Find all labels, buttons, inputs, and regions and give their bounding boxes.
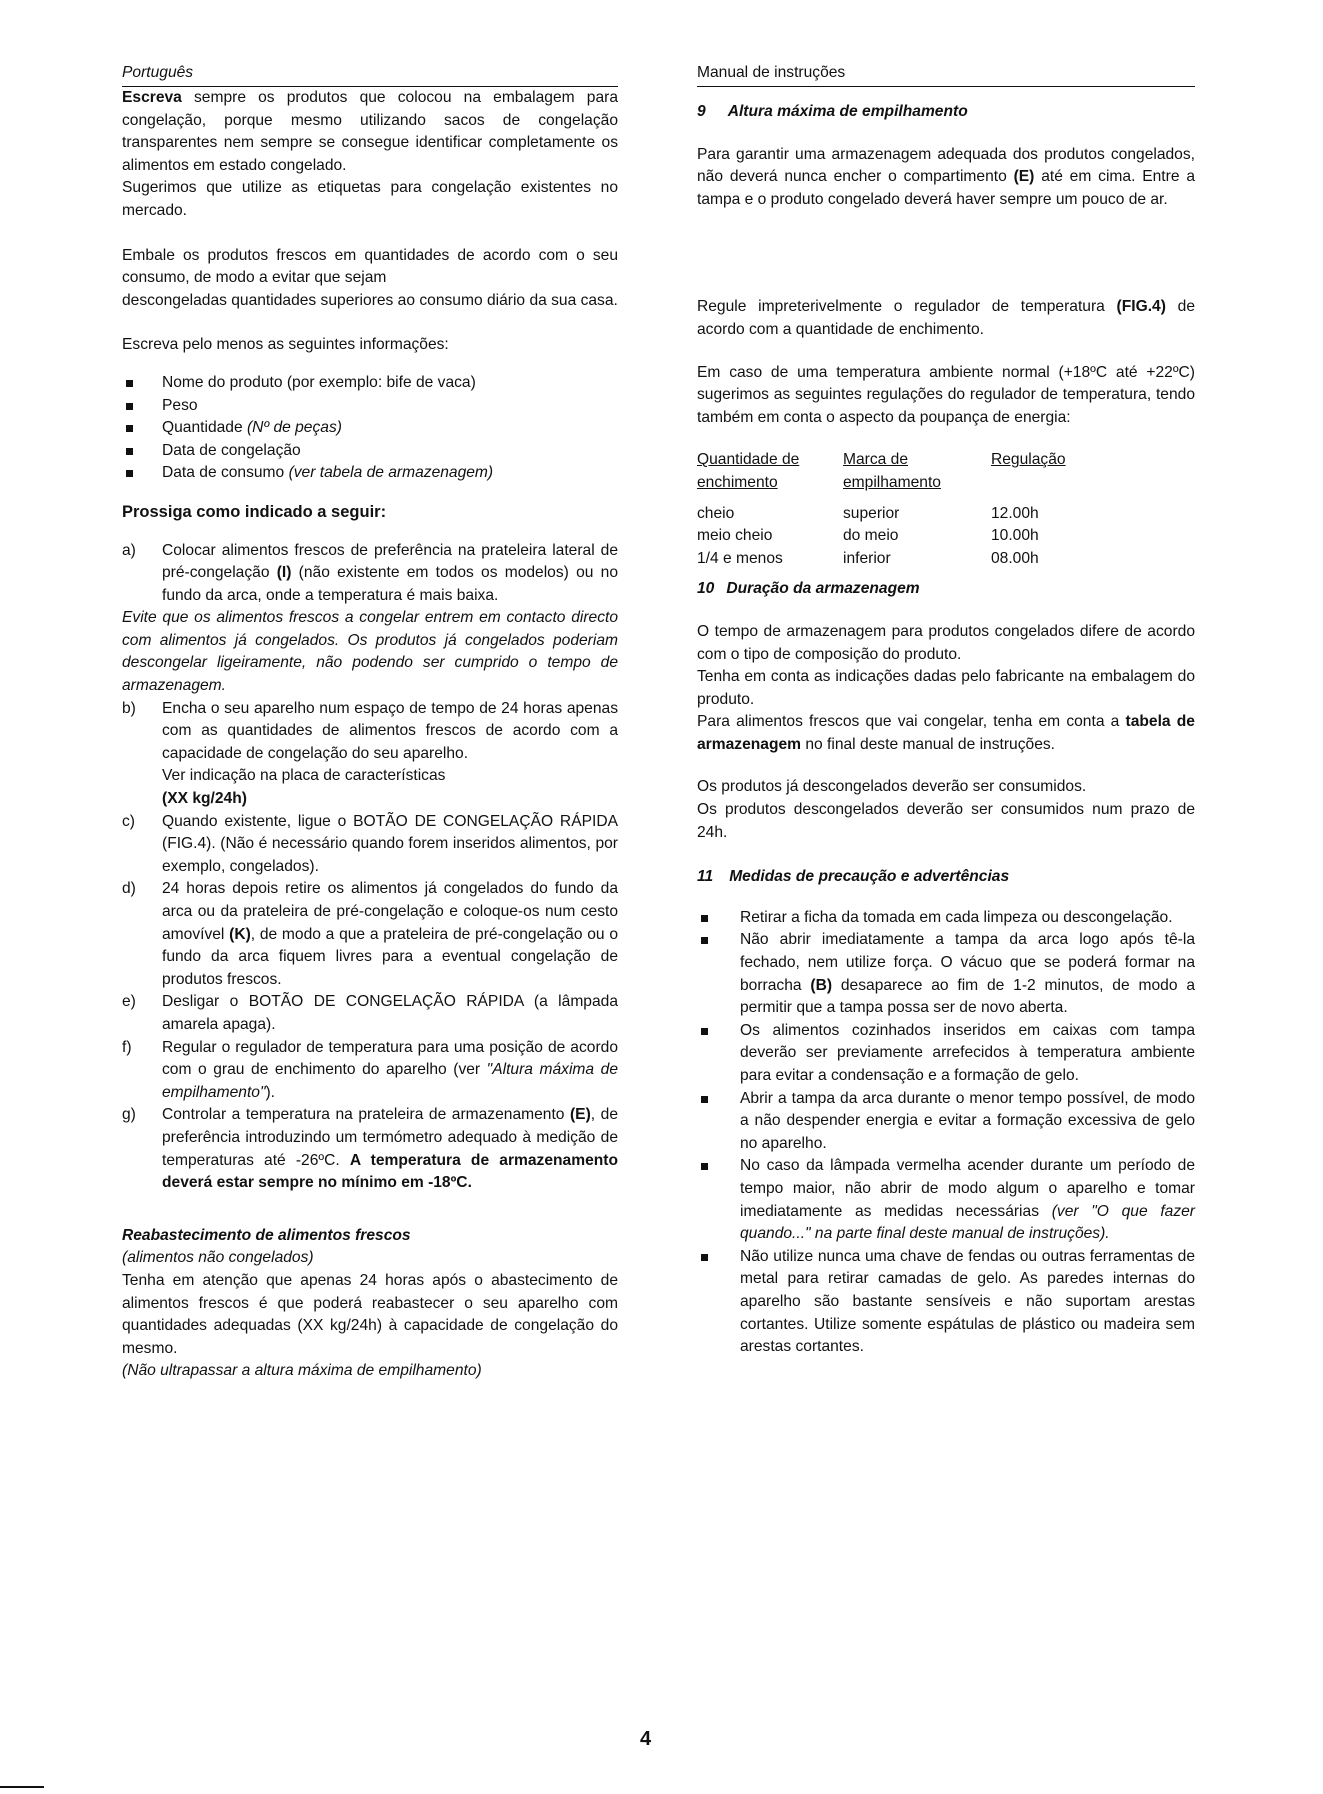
spacer bbox=[122, 1195, 618, 1225]
step-f: f) Regular o regulador de temperatura para uma posição de acordo com o grau de enchimento do aparelho (ver "Altura máxima de empilhamento"). bbox=[122, 1038, 618, 1101]
section-10-p5: Os produtos descongelados deverão ser consumidos num prazo de 24h. bbox=[697, 801, 1195, 841]
ambient-text: Em caso de uma temperatura ambiente normal (+18ºC até +22ºC) sugerimos as seguintes regulações do regulador de temperatura, tendo também em conta o aspecto da poupança de energia: bbox=[697, 363, 1195, 426]
page-number: 4 bbox=[640, 1728, 652, 1750]
spacer bbox=[697, 601, 1195, 621]
refill-text: Tenha em atenção que apenas 24 horas após o abastecimento de alimentos frescos é que poderá reabastecer o seu aparelho com quantidades adequadas (XX kg/24h) à capacidade de congelação do mesmo. bbox=[122, 1271, 618, 1357]
step-e: e) Desligar o BOTÃO DE CONGELAÇÃO RÁPIDA (a lâmpada amarela apaga). bbox=[122, 993, 618, 1033]
section-10-p3: Para alimentos frescos que vai congelar, tenha em conta a tabela de armazenagem no final deste manual de instruções. bbox=[697, 713, 1195, 753]
table-cell: inferior bbox=[843, 549, 891, 567]
regulate-text: Regule impreterivelmente o regulador de temperatura (FIG.4) de acordo com a quantidade de enchimento. bbox=[697, 298, 1195, 338]
regulation-table bbox=[697, 449, 1066, 570]
table-row bbox=[697, 548, 1066, 571]
list-item: Peso bbox=[122, 395, 618, 418]
section-10-p1: O tempo de armazenagem para produtos congelados difere de acordo com o tipo de composição do produto. bbox=[697, 622, 1195, 663]
spacer bbox=[697, 87, 1195, 101]
list-item: Os alimentos cozinhados inseridos em caixas com tampa deverão ser previamente arrefecidos à temperatura ambiente para evitar a condensação e a formação de gelo. bbox=[697, 1020, 1195, 1088]
info-intro: Escreva pelo menos as seguintes informações: bbox=[122, 336, 449, 354]
list-item: Quantidade (Nº de peças) bbox=[122, 417, 618, 440]
spacer bbox=[697, 124, 1195, 144]
spacer bbox=[697, 844, 1195, 866]
table-cell: 12.00h bbox=[991, 504, 1039, 522]
left-column bbox=[122, 62, 618, 1383]
spacer bbox=[697, 342, 1195, 362]
section-10-p2: Tenha em conta as indicações dadas pelo fabricante na embalagem do produto. bbox=[697, 668, 1195, 708]
refill-subtitle: (alimentos não congelados) bbox=[122, 1249, 314, 1267]
table-cell: cheio bbox=[697, 504, 735, 522]
labels-paragraph: Sugerimos que utilize as etiquetas para congelação existentes no mercado. bbox=[122, 179, 618, 219]
column-header: Regulação bbox=[991, 451, 1066, 469]
table-cell: meio cheio bbox=[697, 527, 773, 545]
column-header: Marca de empilhamento bbox=[843, 451, 941, 491]
step-d: d) 24 horas depois retire os alimentos já congelados do fundo da arca ou da prateleira de pré-congelação e coloque-os num cesto amovível (K), de modo a que a prateleira de pré-congelação ou o fundo da arca fiquem livres para a eventual congelação de produtos frescos. bbox=[122, 880, 618, 988]
list-item: Nome do produto (por exemplo: bife de vaca) bbox=[122, 372, 618, 395]
section-9-text: Para garantir uma armazenagem adequada dos produtos congelados, não deverá nunca encher o compartimento (E) até em cima. Entre a tampa e o produto congelado deverá haver sempre um pouco de ar. bbox=[697, 145, 1195, 208]
write-paragraph bbox=[122, 87, 618, 177]
pack-paragraph-b: descongeladas quantidades superiores ao consumo diário da sua casa. bbox=[122, 291, 618, 309]
pack-paragraph-a: Embale os produtos frescos em quantidades de acordo com o seu consumo, de modo a evitar que sejam bbox=[122, 246, 618, 287]
spacer bbox=[697, 756, 1195, 776]
table-cell: 08.00h bbox=[991, 549, 1039, 567]
section-10-p4: Os produtos já descongelados deverão ser consumidos. bbox=[697, 778, 1087, 796]
table-row bbox=[697, 525, 1066, 548]
list-item: Não abrir imediatamente a tampa da arca logo após tê-la fechado, nem utilize força. O vácuo que se poderá formar na borracha (B) desaparece ao fim de 1-2 minutos, de modo a permitir que a tampa possa ser de novo aberta. bbox=[697, 929, 1195, 1019]
corner-mark bbox=[0, 1786, 44, 1788]
language-header: Português bbox=[122, 62, 618, 87]
write-text: sempre os produtos que colocou na embalagem para congelação, porque mesmo utilizando sacos de congelação transparentes nem sempre se consegue identificar completamente os alimentos em estado congelado. bbox=[122, 89, 618, 174]
step-c: c) Quando existente, ligue o BOTÃO DE CONGELAÇÃO RÁPIDA (FIG.4). (Não é necessário quando forem inseridos alimentos, por exemplo, congelados). bbox=[122, 812, 618, 875]
table-row bbox=[697, 503, 1066, 526]
table-header-row bbox=[697, 449, 1066, 494]
list-item: Abrir a tampa da arca durante o menor tempo possível, de modo a não despender energia e evitar a formação excessiva de gelo no aparelho. bbox=[697, 1088, 1195, 1156]
step-g: g) Controlar a temperatura na prateleira de armazenamento (E), de preferência introduzindo um termómetro adequado à medição de temperaturas até -26ºC. A temperatura de armazenamento deverá estar sempre no mínimo em -18ºC. bbox=[122, 1106, 619, 1192]
section-10-heading: 10 Duração da armazenagem bbox=[697, 580, 920, 598]
proceed-heading: Prossiga como indicado a seguir: bbox=[122, 502, 387, 521]
manual-header: Manual de instruções bbox=[697, 62, 1195, 87]
step-a-note: Evite que os alimentos frescos a congelar entrem em contacto directo com alimentos já congelados. Os produtos já congelados poderiam descongelar ligeiramente, não podendo ser cumprido o tempo de armazenagem. bbox=[122, 609, 618, 695]
list-item: Retirar a ficha da tomada em cada limpeza ou descongelação. bbox=[697, 907, 1195, 930]
column-header: Quantidade de enchimento bbox=[697, 451, 800, 491]
step-a: a) Colocar alimentos frescos de preferência na prateleira lateral de pré-congelação (I) (não existente em todos os modelos) ou no fundo da arca, onde a temperatura é mais baixa. bbox=[122, 541, 618, 604]
list-item: Data de consumo (ver tabela de armazenagem) bbox=[122, 462, 618, 485]
table-cell: 1/4 e menos bbox=[697, 549, 783, 567]
section-11-heading: 11 Medidas de precaução e advertências bbox=[697, 868, 1010, 886]
refill-title: Reabastecimento de alimentos frescos bbox=[122, 1226, 411, 1244]
list-item: No caso da lâmpada vermelha acender durante um período de tempo maior, não abrir de modo algum o aparelho e tomar imediatamente as medidas necessárias (ver "O que fazer quando..." na parte final deste manual de instruções). bbox=[697, 1155, 1195, 1245]
spacer bbox=[122, 357, 618, 372]
table-cell: 10.00h bbox=[991, 527, 1039, 545]
refill-note: (Não ultrapassar a altura máxima de empilhamento) bbox=[122, 1362, 482, 1380]
list-item: Data de congelação bbox=[122, 440, 618, 463]
spacer bbox=[122, 223, 618, 245]
right-column bbox=[697, 62, 1195, 1359]
section-9-heading: 9 Altura máxima de empilhamento bbox=[697, 103, 968, 120]
table-cell: superior bbox=[843, 504, 900, 522]
spacer bbox=[122, 524, 618, 540]
steps-list bbox=[122, 540, 618, 1195]
spacer bbox=[697, 889, 1195, 907]
write-bold: Escreva bbox=[122, 89, 182, 106]
info-list bbox=[122, 372, 618, 485]
spacer bbox=[697, 570, 1195, 578]
step-b: b) Encha o seu aparelho num espaço de tempo de 24 horas apenas com as quantidades de alimentos frescos de acordo com a capacidade de congelação do seu aparelho. Ver indicação na placa de características (XX kg/24h) bbox=[122, 699, 618, 808]
table-cell: do meio bbox=[843, 527, 899, 545]
spacer bbox=[697, 429, 1195, 449]
list-item: Não utilize nunca uma chave de fendas ou outras ferramentas de metal para retirar camadas de gelo. As paredes internas do aparelho são bastante sensíveis e não suportam arestas cortantes. Utilize somente espátulas de plástico ou madeira sem arestas cortantes. bbox=[697, 1246, 1195, 1359]
spacer bbox=[122, 485, 618, 501]
spacer bbox=[122, 312, 618, 334]
spacer bbox=[697, 211, 1195, 296]
warnings-list bbox=[697, 907, 1195, 1359]
